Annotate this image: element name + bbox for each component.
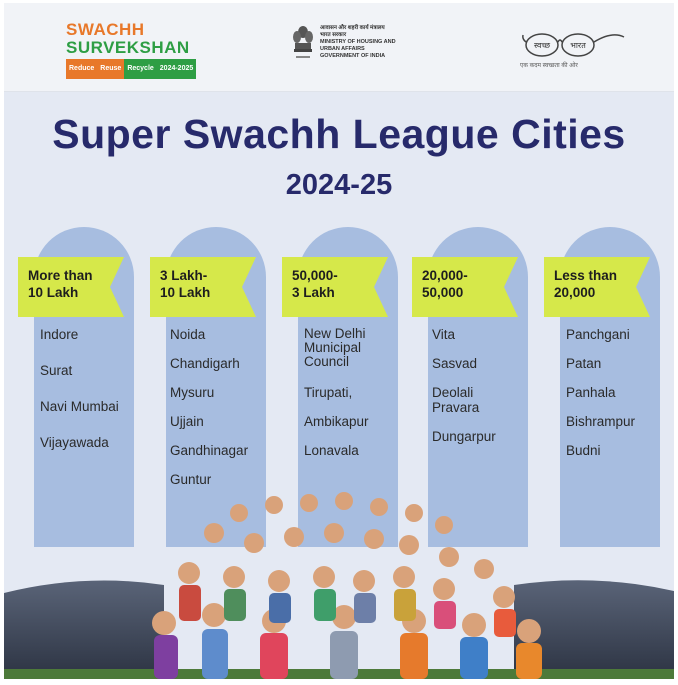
- badge-label: More than 10 Lakh: [28, 268, 93, 300]
- swachh-survekshan-logo: [66, 21, 196, 79]
- city-name: Mysuru: [170, 385, 215, 400]
- logo-tag-recycle: Recycle: [124, 59, 156, 79]
- page-title: Super Swachh League Cities: [52, 111, 626, 157]
- national-emblem-icon: [292, 25, 314, 65]
- ministry-line: भारत सरकार: [320, 32, 347, 38]
- city-name: Lonavala: [304, 443, 359, 458]
- badge-label: 50,000- 3 Lakh: [292, 268, 338, 300]
- category-badge: [544, 257, 650, 317]
- city-name: Noida: [170, 327, 206, 342]
- city-name: Navi Mumbai: [40, 399, 119, 414]
- page-year: 2024-25: [285, 169, 393, 201]
- city-name: New Delhi Municipal Council: [304, 326, 366, 369]
- ministry-text: [320, 25, 430, 60]
- city-name: Surat: [40, 363, 73, 378]
- glasses-icon: [520, 25, 630, 61]
- city-name: Budni: [566, 443, 601, 458]
- city-name: Panchgani: [566, 327, 630, 342]
- city-name: Indore: [40, 327, 79, 342]
- swachh-bharat-glasses-logo: [520, 25, 630, 73]
- ministry-line: GOVERNMENT OF INDIA: [320, 53, 386, 59]
- city-name: Chandigarh: [170, 356, 240, 371]
- glasses-right-text: भारत: [570, 41, 586, 50]
- category-badge: [282, 257, 388, 317]
- logo-tag-reuse: Reuse: [97, 59, 124, 79]
- logo-strip: [66, 59, 196, 79]
- city-name: Gandhinagar: [170, 443, 249, 458]
- category-badge: [150, 257, 256, 317]
- city-name: Panhala: [566, 385, 616, 400]
- city-name: Sasvad: [432, 356, 478, 371]
- ministry-line: URBAN AFFAIRS: [320, 46, 365, 52]
- badge-label: 3 Lakh- 10 Lakh: [160, 268, 211, 300]
- ministry-line: MINISTRY OF HOUSING AND: [320, 39, 396, 45]
- badge-label: 20,000- 50,000: [422, 268, 468, 300]
- city-name: Patan: [566, 356, 602, 371]
- badge-label: Less than 20,000: [554, 268, 618, 300]
- city-name: Guntur: [170, 472, 212, 487]
- city-name: Ambikapur: [304, 414, 369, 429]
- city-name: Vijayawada: [40, 435, 109, 450]
- city-name: Deolali Pravara: [432, 385, 480, 415]
- logo-line1: SWACHH: [66, 20, 145, 39]
- category-badge: [412, 257, 518, 317]
- logo-tag-year: 2024-2025: [157, 59, 196, 79]
- city-name: Dungarpur: [432, 429, 496, 444]
- city-name: Ujjain: [170, 414, 204, 429]
- logo-tag-reduce: Reduce: [66, 59, 97, 79]
- tagline: एक कदम स्वच्छता की ओर: [520, 63, 578, 69]
- header-bar: [4, 3, 674, 92]
- cheering-crowd-image: [4, 473, 674, 679]
- infographic: [4, 3, 674, 679]
- city-name: Tirupati,: [304, 385, 353, 400]
- city-name: Bishrampur: [566, 414, 636, 429]
- city-name: Vita: [432, 327, 456, 342]
- glasses-left-text: स्वच्छ: [533, 41, 551, 50]
- ministry-line: आवासन और शहरी कार्य मंत्रालय: [320, 25, 385, 31]
- logo-line2: SURVEKSHAN: [66, 38, 190, 57]
- category-badge: [18, 257, 124, 317]
